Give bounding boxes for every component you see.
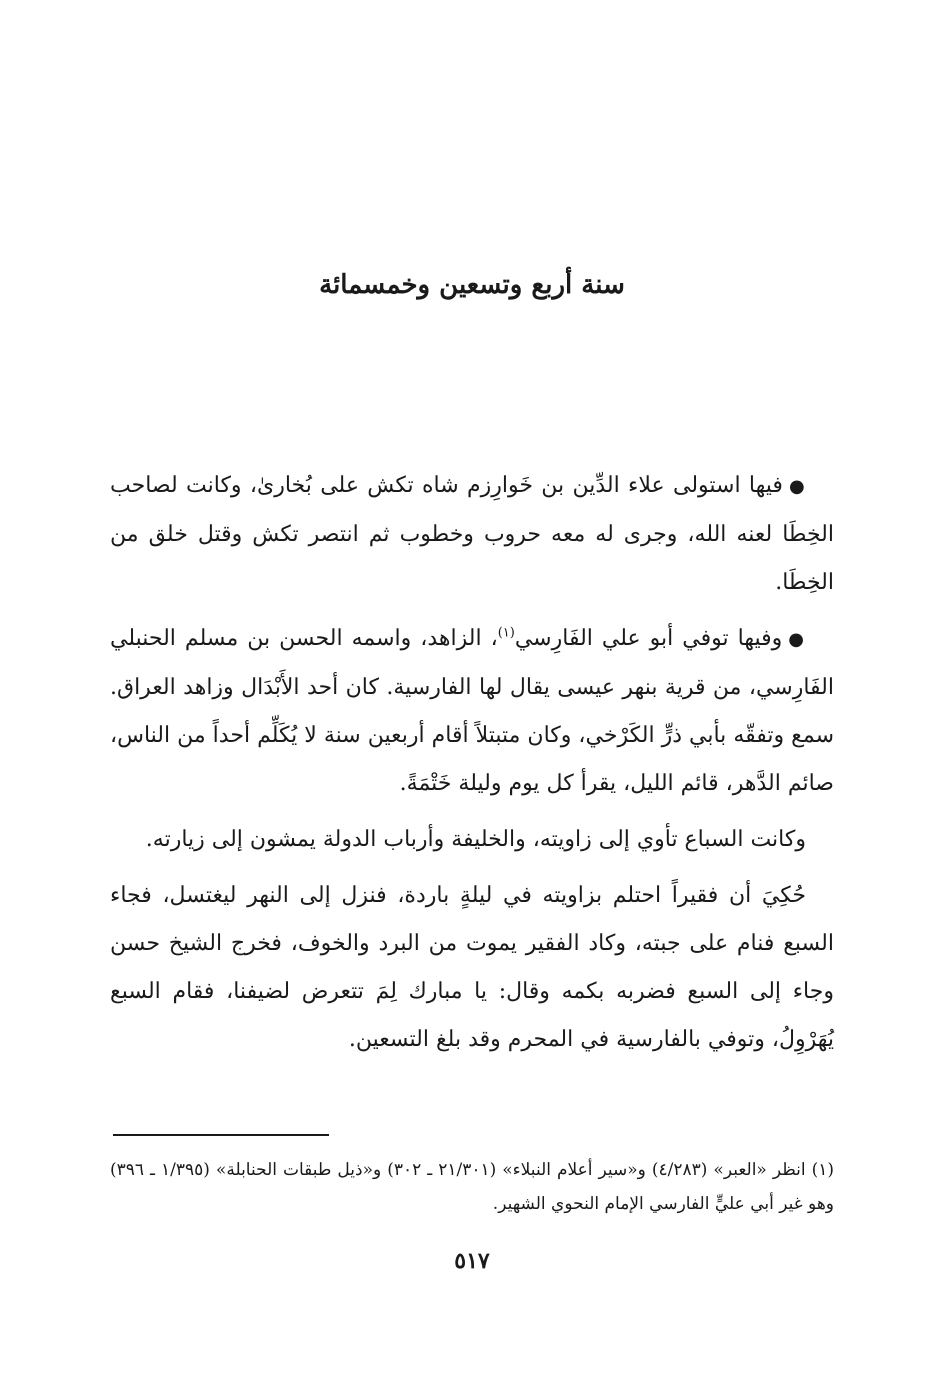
footnote-reference: (١) <box>497 625 515 641</box>
paragraph-3: وكانت السباع تأوي إلى زاويته، والخليفة وأرباب الدولة يمشون إلى زيارته. <box>145 827 806 852</box>
bullet-icon: ● <box>788 476 806 497</box>
footnote-divider <box>113 1134 329 1136</box>
page-number: ٥١٧ <box>454 1248 490 1274</box>
paragraph-2-text-b: ، الزاهد، واسمه الحسن بن مسلم الحنبلي الفَارِسي، من قرية بنهر عيسى يقال لها الفارسية. كان أحد الأَبْدَال وزاهد العراق. سمع وتفقّه بأبي ذرٍّ الكَرْخي، وكان متبتلاً أقام أربعين سنة لا يُكَلِّم أحداً من الناس، صائم الدَّهر، قائم الليل، يقرأ كل يوم وليلة خَتْمَةً. <box>110 626 834 796</box>
paragraph-2 <box>110 615 834 808</box>
paragraph-1 <box>110 462 834 607</box>
footnotes <box>110 1153 834 1221</box>
chapter-title: سنة أربع وتسعين وخمسمائة <box>319 270 625 300</box>
paragraph-1-text: فيها استولى علاء الدِّين بن خَوارِزم شاه تكش على بُخارىٰ، وكانت لصاحب الخِطَا لعنه الله، وجرى له معه حروب وخطوب ثم انتصر تكش وقتل خلق من الخِطَا. <box>110 473 834 595</box>
footnote-1: (١) انظر «العبر» (٤/٢٨٣) و«سير أعلام النبلاء» (٢١/٣٠١ ـ ٣٠٢) و«ذيل طبقات الحنابلة» (١/٣٩٥ ـ ٣٩٦) وهو غير أبي عليٍّ الفارسي الإمام النحوي الشهير. <box>110 1160 835 1214</box>
paragraph-2-text-a: وفيها توفي أبو علي الفَارِسي <box>514 626 783 651</box>
bullet-icon: ● <box>788 629 806 650</box>
main-text <box>110 462 834 1072</box>
paragraph-4: حُكِيَ أن فقيراً احتلم بزاويته في ليلةٍ باردة، فنزل إلى النهر ليغتسل، فجاء السبع فنام على جبته، وكاد الفقير يموت من البرد والخوف، فخرج الشيخ حسن وجاء إلى السبع فضربه بكمه وقال: يا مبارك لِمَ تتعرض لضيفنا، فقام السبع يُهَرْوِلُ، وتوفي بالفارسية في المحرم وقد بلغ التسعين. <box>110 883 834 1052</box>
